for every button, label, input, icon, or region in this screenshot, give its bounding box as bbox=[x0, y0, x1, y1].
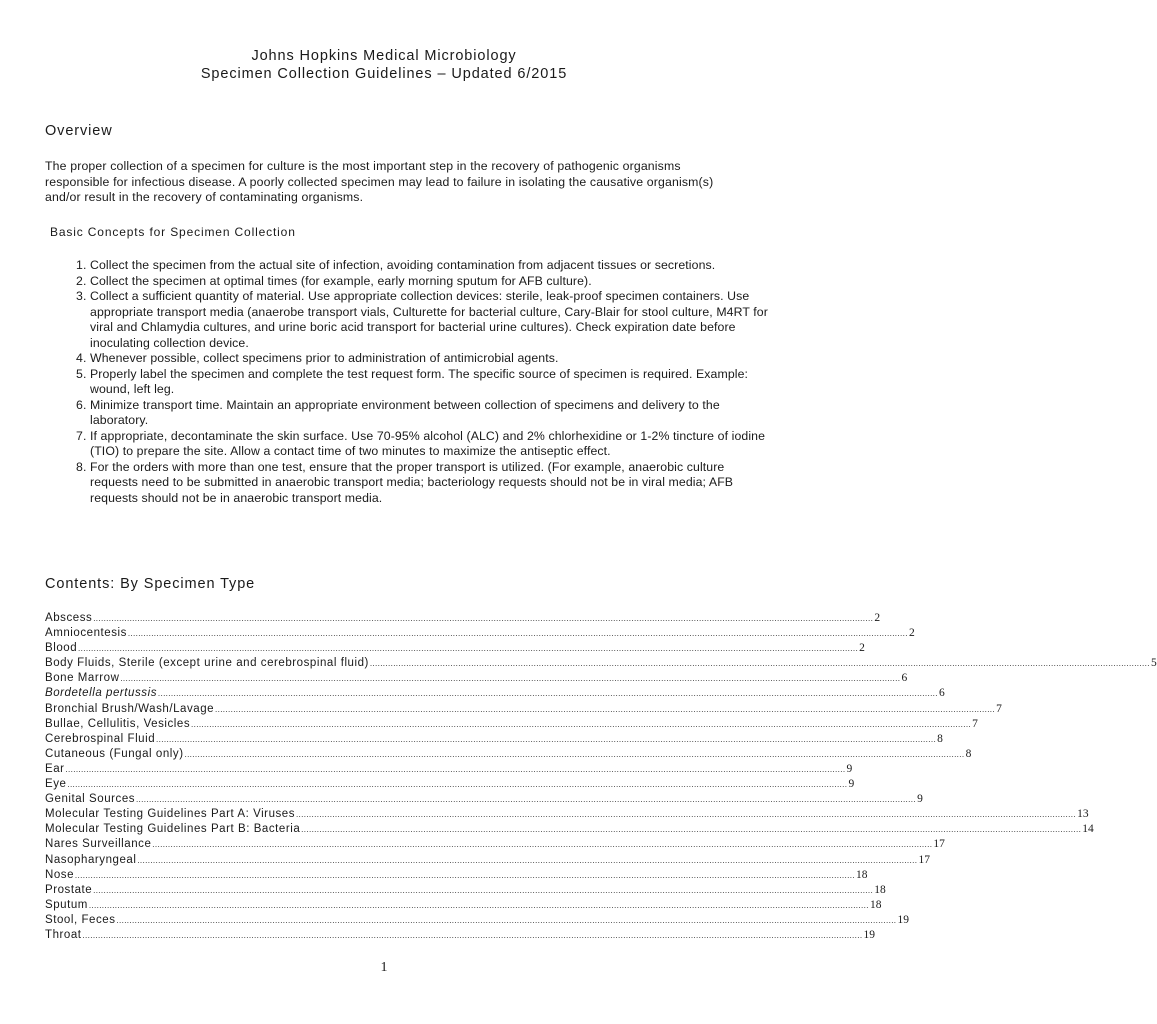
toc-entry-label: Bone Marrow bbox=[45, 672, 120, 685]
toc-dot-leader: ............................................................................................................................................................................................................................................................................................................ bbox=[78, 644, 859, 654]
toc-entry-label: Nasopharyngeal bbox=[45, 853, 137, 866]
toc-entry-label: Nares Surveillance bbox=[45, 838, 152, 851]
toc-entry-page: 8 bbox=[965, 747, 972, 760]
toc-dot-leader: ............................................................................................................................................................................................................................................................................................................ bbox=[136, 795, 917, 805]
document-title: Johns Hopkins Medical Microbiology bbox=[251, 48, 517, 64]
toc-entry-page: 2 bbox=[874, 612, 881, 624]
basic-concepts-heading: Basic Concepts for Specimen Collection bbox=[50, 225, 296, 239]
toc-entry-label: Bordetella pertussis bbox=[45, 687, 157, 700]
toc-dot-leader: ............................................................................................................................................................................................................................................................................................................ bbox=[369, 659, 1150, 669]
toc-entry-label: Nose bbox=[45, 868, 75, 881]
toc-dot-leader: ............................................................................................................................................................................................................................................................................................................ bbox=[184, 749, 965, 759]
toc-entry-label: Cerebrospinal Fluid bbox=[45, 732, 156, 745]
toc-entry[interactable] bbox=[45, 793, 923, 808]
toc-dot-leader: ............................................................................................................................................................................................................................................................................................................ bbox=[296, 810, 1077, 820]
toc-entry[interactable] bbox=[45, 823, 1094, 838]
toc-entry[interactable] bbox=[45, 868, 868, 884]
toc-entry-page: 2 bbox=[908, 627, 915, 640]
toc-entry-page: 7 bbox=[996, 702, 1002, 715]
concept-item: 3. Collect a sufficient quantity of material. Use appropriate collection devices: sterile, leak-proof specimen containers. Use appropriate transport media (anaerobe transport vials, Culturette for bacterial culture, Cary-Blair for stool culture, M4RT for viral and Chlamydia cultures, and urine boric acid transport for bacterial urine cultures). Check expiration date before inoculating collection device. bbox=[90, 289, 770, 351]
toc-entry-page: 6 bbox=[901, 672, 908, 685]
toc-dot-leader: ............................................................................................................................................................................................................................................................................................................ bbox=[88, 900, 869, 910]
toc-entry-label: Prostate bbox=[45, 883, 93, 896]
toc-entry[interactable] bbox=[45, 702, 1002, 718]
toc-dot-leader: ............................................................................................................................................................................................................................................................................................................ bbox=[67, 780, 848, 790]
toc-entry-label: Ear bbox=[45, 762, 65, 775]
toc-dot-leader: ............................................................................................................................................................................................................................................................................................................ bbox=[156, 734, 937, 744]
toc-dot-leader: ............................................................................................................................................................................................................................................................................................................ bbox=[215, 704, 996, 714]
toc-dot-leader: ............................................................................................................................................................................................................................................................................................................ bbox=[301, 825, 1082, 835]
toc-dot-leader: ............................................................................................................................................................................................................................................................................................................ bbox=[116, 915, 897, 925]
toc-entry-page: 9 bbox=[917, 793, 923, 806]
toc-entry-page: 9 bbox=[848, 778, 855, 791]
toc-dot-leader: ............................................................................................................................................................................................................................................................................................................ bbox=[120, 674, 901, 684]
toc-entry[interactable] bbox=[45, 657, 1157, 672]
toc-entry[interactable] bbox=[45, 627, 915, 642]
toc-entry-page: 18 bbox=[869, 898, 882, 911]
toc-entry[interactable] bbox=[45, 928, 876, 944]
toc-entry-label: Cutaneous (Fungal only) bbox=[45, 747, 184, 760]
toc-entry-page: 2 bbox=[859, 642, 865, 655]
toc-dot-leader: ............................................................................................................................................................................................................................................................................................................ bbox=[93, 614, 874, 623]
toc-entry[interactable] bbox=[45, 853, 930, 869]
toc-entry-label: Bullae, Cellulitis, Vesicles bbox=[45, 717, 191, 730]
concept-item: 4. Whenever possible, collect specimens prior to administration of antimicrobial agents. bbox=[90, 351, 770, 367]
toc-entry-label: Blood bbox=[45, 642, 78, 655]
toc-entry[interactable] bbox=[45, 687, 945, 702]
toc-entry-page: 5 bbox=[1150, 657, 1157, 670]
toc-dot-leader: ............................................................................................................................................................................................................................................................................................................ bbox=[152, 840, 933, 850]
toc-entry-page: 17 bbox=[918, 853, 930, 866]
toc-entry-page: 9 bbox=[846, 762, 853, 775]
toc-entry-page: 8 bbox=[937, 732, 943, 745]
toc-dot-leader: ............................................................................................................................................................................................................................................................................................................ bbox=[93, 885, 874, 895]
toc-entry[interactable] bbox=[45, 717, 978, 733]
toc-entry-label: Amniocentesis bbox=[45, 627, 127, 640]
toc-entry-page: 18 bbox=[856, 868, 868, 881]
toc-entry[interactable] bbox=[45, 672, 908, 687]
toc-entry-page: 18 bbox=[874, 883, 886, 896]
toc-dot-leader: ............................................................................................................................................................................................................................................................................................................ bbox=[158, 689, 938, 699]
toc-entry-label: Body Fluids, Sterile (except urine and cerebrospinal fluid) bbox=[45, 657, 369, 670]
concept-item: 8. For the orders with more than one test, ensure that the proper transport is utilized. (For example, anaerobic culture requests need to be submitted in anaerobic transport media; bacteriology requests should not be in viral media; AFB requests should not be in anaerobic transport media. bbox=[90, 460, 770, 507]
toc-entry[interactable] bbox=[45, 642, 865, 657]
document-subtitle: Specimen Collection Guidelines – Updated 6/2015 bbox=[200, 66, 568, 82]
toc-entry[interactable] bbox=[45, 838, 945, 853]
toc-entry[interactable] bbox=[45, 913, 910, 929]
concept-item: 7. If appropriate, decontaminate the skin surface. Use 70-95% alcohol (ALC) and 2% chlorhexidine or 1-2% tincture of iodine (TIO) to prepare the site. Allow a contact time of two minutes to maximize the antiseptic effect. bbox=[90, 429, 770, 460]
toc-entry-page: 13 bbox=[1077, 808, 1089, 821]
toc-entry-label: Molecular Testing Guidelines Part A: Viruses bbox=[45, 808, 296, 821]
toc-dot-leader: ............................................................................................................................................................................................................................................................................................................ bbox=[75, 870, 856, 880]
concept-item: 6. Minimize transport time. Maintain an appropriate environment between collection of specimens and delivery to the laboratory. bbox=[90, 398, 770, 429]
toc-entry[interactable] bbox=[45, 808, 1089, 823]
toc-entry-label: Molecular Testing Guidelines Part B: Bacteria bbox=[45, 823, 301, 836]
toc-entry-label: Genital Sources bbox=[45, 793, 136, 806]
concept-item: 2. Collect the specimen at optimal times (for example, early morning sputum for AFB culture). bbox=[90, 274, 770, 290]
table-of-contents bbox=[45, 612, 1157, 944]
toc-entry-page: 6 bbox=[939, 687, 945, 700]
toc-dot-leader: ............................................................................................................................................................................................................................................................................................................ bbox=[65, 764, 846, 774]
toc-entry-page: 19 bbox=[897, 913, 910, 926]
toc-entry[interactable] bbox=[45, 778, 855, 793]
page-number: 1 bbox=[380, 960, 388, 975]
toc-dot-leader: ............................................................................................................................................................................................................................................................................................................ bbox=[191, 719, 972, 729]
concept-item: 1. Collect the specimen from the actual site of infection, avoiding contamination from adjacent tissues or secretions. bbox=[90, 258, 770, 274]
toc-entry[interactable] bbox=[45, 883, 886, 899]
toc-entry-label: Sputum bbox=[45, 898, 88, 911]
toc-dot-leader: ............................................................................................................................................................................................................................................................................................................ bbox=[137, 855, 918, 865]
toc-entry-label: Bronchial Brush/Wash/Lavage bbox=[45, 702, 215, 715]
concept-item: 5. Properly label the specimen and complete the test request form. The specific source of specimen is required. Example: wound, left leg. bbox=[90, 367, 770, 398]
toc-entry[interactable] bbox=[45, 898, 882, 914]
toc-entry[interactable] bbox=[45, 612, 881, 627]
toc-dot-leader: ............................................................................................................................................................................................................................................................................................................ bbox=[82, 930, 863, 940]
toc-entry-page: 17 bbox=[933, 838, 945, 851]
toc-entry[interactable] bbox=[45, 747, 972, 763]
toc-dot-leader: ............................................................................................................................................................................................................................................................................................................ bbox=[127, 629, 908, 639]
toc-entry-page: 14 bbox=[1082, 823, 1094, 836]
toc-entry-label: Eye bbox=[45, 778, 67, 791]
contents-heading: Contents: By Specimen Type bbox=[45, 576, 256, 592]
toc-entry[interactable] bbox=[45, 762, 853, 778]
toc-entry-label: Throat bbox=[45, 928, 82, 941]
toc-entry-label: Abscess bbox=[45, 612, 93, 624]
toc-entry-page: 7 bbox=[972, 717, 978, 730]
basic-concepts-list bbox=[45, 258, 770, 506]
toc-entry-label: Stool, Feces bbox=[45, 913, 116, 926]
overview-paragraph: The proper collection of a specimen for culture is the most important step in the recovery of pathogenic organisms responsible for infectious disease. A poorly collected specimen may lead to failure in isolating the causative organism(s) and/or result in the recovery of contaminating organisms. bbox=[45, 159, 714, 205]
toc-entry-page: 19 bbox=[863, 928, 876, 941]
overview-heading: Overview bbox=[45, 123, 113, 139]
toc-entry[interactable] bbox=[45, 732, 943, 748]
